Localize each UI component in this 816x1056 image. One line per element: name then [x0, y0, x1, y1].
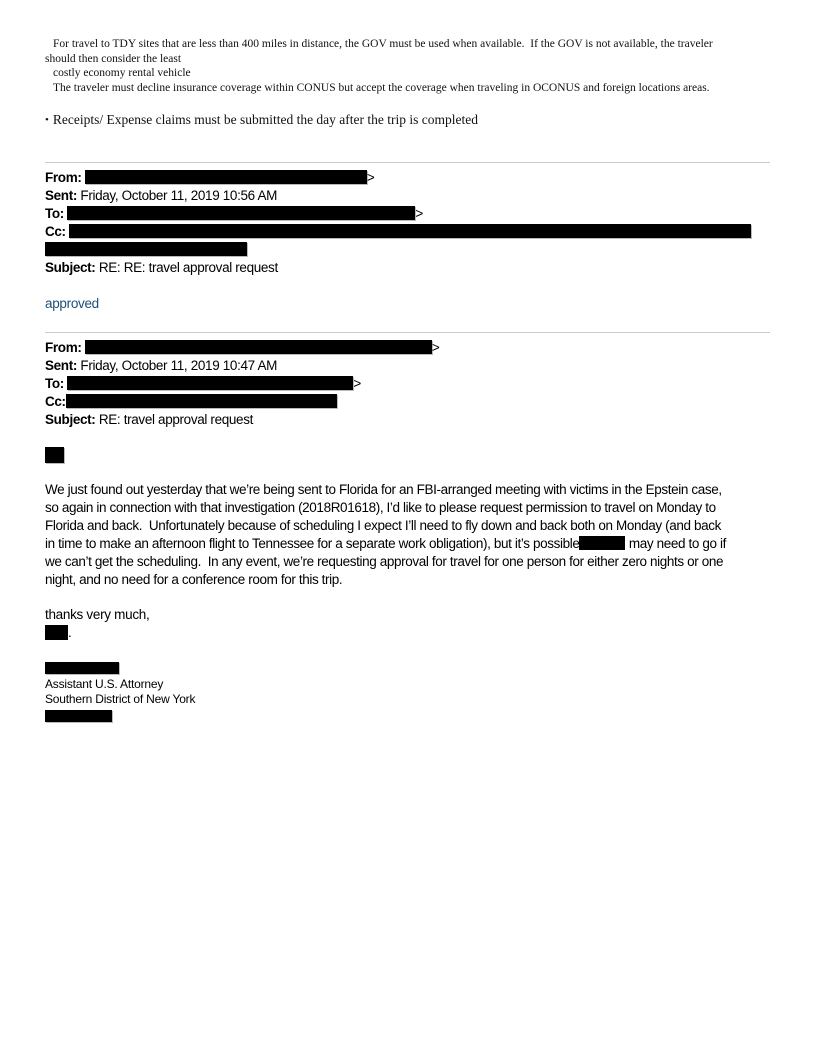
- sent-label: Sent:: [45, 358, 78, 373]
- email1-cc-row-2: [45, 241, 771, 259]
- cc-label: Cc:: [45, 394, 66, 409]
- email-divider: [45, 332, 770, 333]
- email2-sent-row: [45, 357, 771, 375]
- signature-title: Assistant U.S. Attorney: [45, 677, 164, 691]
- email2-body-paragraph: [45, 481, 771, 589]
- bullet-icon: •: [45, 114, 49, 126]
- body-line: We just found out yesterday that we’re being sent to Florida for an FBI-arranged meeting with victims in the Epstein case,: [45, 482, 722, 497]
- email-divider: [45, 162, 770, 163]
- email1-subject-row: [45, 259, 771, 277]
- subject-label: Subject:: [45, 412, 96, 427]
- closing-text: thanks very much,: [45, 607, 150, 622]
- redaction-bar-from: [85, 340, 432, 354]
- email1-sent-row: [45, 187, 771, 205]
- email1-to-row: [45, 205, 771, 223]
- redaction-bar-cc: [66, 394, 337, 408]
- from-label: From:: [45, 170, 82, 185]
- redaction-bar-signoff-name: [45, 625, 68, 640]
- redaction-block-greeting: [45, 447, 64, 463]
- policy-line: For travel to TDY sites that are less than 400 miles in distance, the GOV must be used when available. If the GOV is not available, the traveler: [53, 38, 713, 50]
- to-label: To:: [45, 376, 64, 391]
- policy-paragraph: [45, 37, 771, 95]
- policy-line: costly economy rental vehicle: [53, 67, 191, 79]
- body-line: night, and no need for a conference room for this trip.: [45, 572, 343, 587]
- sent-label: Sent:: [45, 188, 78, 203]
- closing-punctuation: .: [68, 625, 72, 640]
- email2-subject-row: [45, 411, 771, 429]
- angle-bracket: >: [431, 340, 440, 355]
- subject-value: RE: travel approval request: [98, 412, 254, 427]
- angle-bracket: >: [353, 376, 361, 391]
- sent-value: Friday, October 11, 2019 10:56 AM: [80, 188, 277, 203]
- from-label: From:: [45, 340, 82, 355]
- redaction-bar-cc: [69, 224, 751, 238]
- signature-block: [45, 662, 771, 722]
- angle-bracket: >: [415, 206, 423, 221]
- to-label: To:: [45, 206, 64, 221]
- sent-value: Friday, October 11, 2019 10:47 AM: [80, 358, 277, 373]
- email1-from-row: [45, 169, 771, 187]
- redaction-bar-signature-name: [45, 662, 119, 674]
- subject-label: Subject:: [45, 260, 96, 275]
- subject-value: RE: RE: travel approval request: [98, 260, 278, 275]
- body-line: we can’t get the scheduling. In any event, we’re requesting approval for travel for one person for either zero nights or one: [45, 554, 724, 569]
- redaction-bar-inline: [579, 536, 625, 550]
- signature-district: Southern District of New York: [45, 692, 196, 706]
- redaction-bar-to: [67, 376, 353, 390]
- bullet-text: Receipts/ Expense claims must be submitted the day after the trip is completed: [52, 112, 478, 127]
- closing-name-row: [45, 624, 771, 642]
- body-line: so again in connection with that investigation (2018R01618), I’d like to please request permission to travel on Monday to: [45, 500, 716, 515]
- email1-header: [45, 169, 771, 277]
- email2-to-row: [45, 375, 771, 393]
- body-line-pre: in time to make an afternoon flight to Tennessee for a separate work obligation), but it’s possible: [45, 536, 580, 551]
- body-line: Florida and back. Unfortunately because of scheduling I expect I’ll need to fly down and back both on Monday (and back: [45, 518, 721, 533]
- cc-label: Cc:: [45, 224, 66, 239]
- body-line-post: may need to go if: [625, 536, 726, 551]
- redaction-bar-from: [85, 170, 367, 184]
- email2-from-row: [45, 339, 771, 357]
- email2-cc-row: [45, 393, 771, 411]
- email2-header: [45, 339, 771, 429]
- policy-line: The traveler must decline insurance coverage within CONUS but accept the coverage when traveling in OCONUS and foreign locations areas.: [53, 81, 710, 94]
- angle-bracket: >: [366, 170, 375, 185]
- redaction-bar-cc-continued: [45, 242, 247, 256]
- email1-cc-row: [45, 223, 771, 241]
- redaction-bar-signature-phone: [45, 710, 112, 722]
- body-line-with-redaction: [45, 535, 771, 553]
- bullet-item: [45, 111, 771, 129]
- policy-line: should then consider the least: [45, 52, 182, 65]
- reply-text: approved: [45, 296, 99, 311]
- redaction-bar-to: [67, 206, 415, 220]
